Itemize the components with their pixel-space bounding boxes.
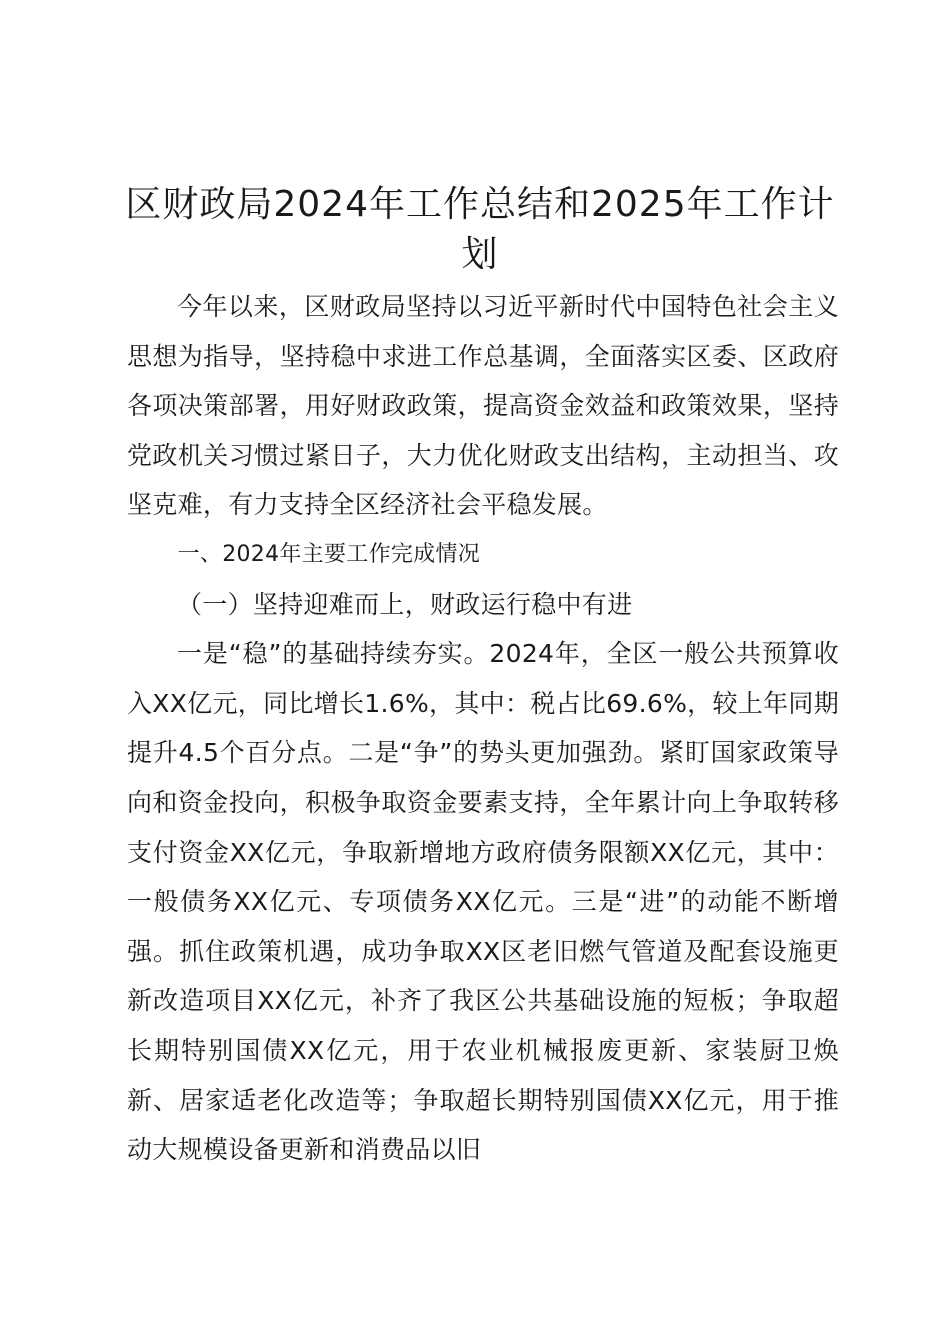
document-body — [127, 282, 839, 1175]
document-title: 区财政局2024年工作总结和2025年工作计划 — [125, 184, 835, 275]
subsection-heading-1: （一）坚持迎难而上，财政运行稳中有进 — [177, 589, 633, 619]
section-heading-1: 一、2024年主要工作完成情况 — [177, 541, 481, 567]
body-paragraph: 一是“稳”的基础持续夯实。2024年，全区一般公共预算收入XX亿元，同比增长1.6%，其中：税占比69.6%，较上年同期提升4.5个百分点。二是“争”的势头更加强劲。紧盯国家政策导向和资金投向，积极争取资金要素支持，全年累计向上争取转移支付资金XX亿元，争取新增地方政府债务限额XX亿元，其中：一般债务XX亿元、专项债务XX亿元。三是“进”的动能不断增强。抓住政策机遇，成功争取XX区老旧燃气管道及配套设施更新改造项目XX亿元，补齐了我区公共基础设施的短板；争取超长期特别国债XX亿元，用于农业机械报废更新、家装厨卫焕新、居家适老化改造等；争取超长期特别国债XX亿元，用于推动大规模设备更新和消费品以旧 — [127, 639, 839, 1165]
intro-paragraph: 今年以来，区财政局坚持以习近平新时代中国特色社会主义思想为指导，坚持稳中求进工作总基调，全面落实区委、区政府各项决策部署，用好财政政策，提高资金效益和政策效果，坚持党政机关习惯过紧日子，大力优化财政支出结构，主动担当、攻坚克难，有力支持全区经济社会平稳发展。 — [127, 292, 839, 520]
